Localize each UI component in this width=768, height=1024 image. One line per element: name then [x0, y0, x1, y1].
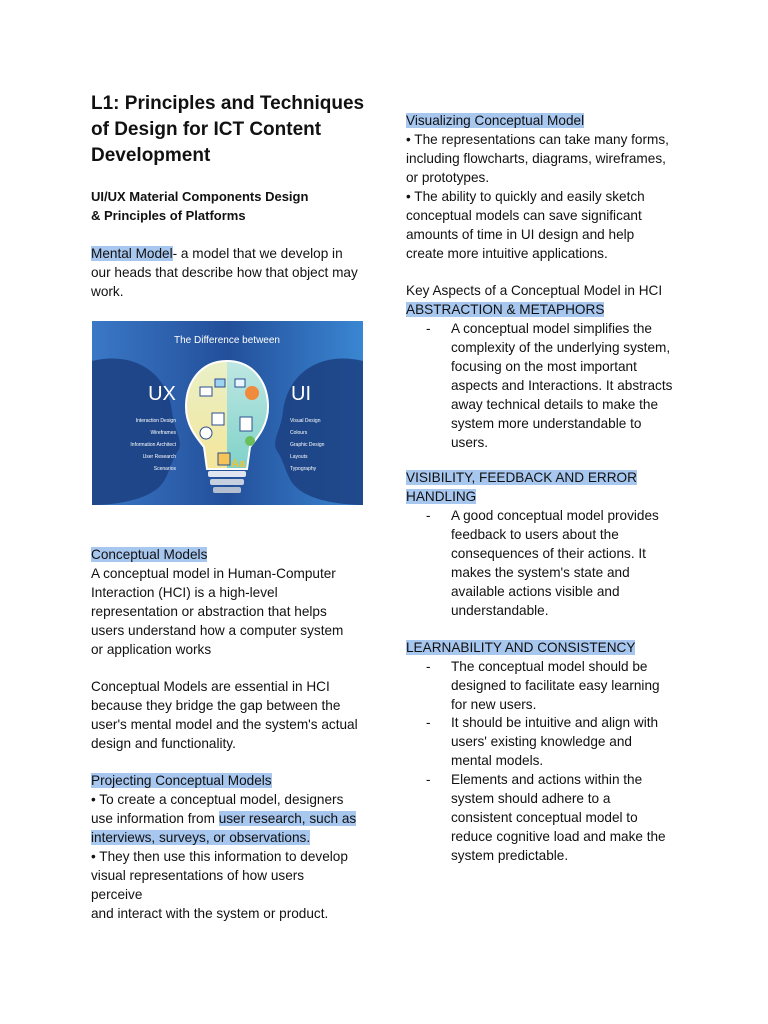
bullet-line: system should adhere to a: [451, 791, 611, 806]
text-line: conceptual models can save significant: [406, 208, 642, 223]
figure-heading: The Difference between: [174, 335, 280, 346]
bullet-line: Elements and actions within the: [451, 772, 643, 787]
text-line: users understand how a computer system: [91, 623, 344, 638]
ux-ui-difference-figure: [92, 321, 363, 505]
text-line: work.: [91, 284, 124, 299]
mental-model-line: [91, 244, 343, 263]
text-line: perceive: [91, 887, 143, 902]
text-line: because they bridge the gap between the: [91, 698, 341, 713]
heading-text: Visualizing Conceptual Model: [406, 113, 585, 128]
projecting-heading: [91, 771, 272, 790]
abstraction-heading: [406, 300, 604, 319]
text-line: Interaction (HCI) is a high-level: [91, 585, 278, 600]
heading-text: VISIBILITY, FEEDBACK AND ERROR: [406, 470, 637, 485]
ui-item: Colours: [290, 430, 308, 436]
highlighted-text: interviews, surveys, or observations.: [91, 830, 311, 845]
text-line: • To create a conceptual model, designers: [91, 792, 344, 807]
text-span: use information from: [91, 811, 219, 826]
bullet-line: focusing on the most important: [451, 359, 637, 374]
ux-item: Interaction Design: [135, 418, 176, 424]
bullet-line: users.: [451, 435, 489, 450]
text-line: amounts of time in UI design and help: [406, 227, 635, 242]
bullet-line: for new users.: [451, 697, 537, 712]
bullet-line: aspects and Interactions. It abstracts: [451, 378, 673, 393]
ui-item: Graphic Design: [290, 442, 325, 448]
text-line: design and functionality.: [91, 736, 236, 751]
bullet-line: system more understandable to: [451, 416, 642, 431]
heading-text: HANDLING: [406, 489, 477, 504]
page-title-line: of Design for ICT Content: [91, 119, 322, 140]
page-title-line: L1: Principles and Techniques: [91, 93, 365, 114]
bullet-line: feedback to users about the: [451, 527, 619, 542]
bullet-dash: -: [426, 321, 431, 336]
bullet-line: designed to facilitate easy learning: [451, 678, 660, 693]
text-line: including flowcharts, diagrams, wireframes,: [406, 151, 666, 166]
bullet-line: The conceptual model should be: [451, 659, 648, 674]
bullet-line: makes the system's state and: [451, 565, 630, 580]
highlighted-text: user research, such as: [218, 811, 357, 826]
bullet-dash: -: [426, 659, 431, 674]
text-line: our heads that describe how that object may: [91, 265, 358, 280]
bullet-line: complexity of the underlying system,: [451, 340, 671, 355]
mental-model-definition: - a model that we develop in: [172, 246, 343, 261]
visibility-heading: [406, 487, 476, 506]
conceptual-models-heading: [91, 545, 207, 564]
bullet-line: It should be intuitive and align with: [451, 715, 659, 730]
ux-label: UX: [148, 383, 176, 405]
bullet-dash: -: [426, 508, 431, 523]
subtitle-line: & Principles of Platforms: [91, 208, 246, 223]
page-title-line: Development: [91, 145, 211, 166]
bullet-line: users' existing knowledge and: [451, 734, 632, 749]
text-line: • They then use this information to develop: [91, 849, 348, 864]
text-line: user's mental model and the system's actual: [91, 717, 358, 732]
bullet-dash: -: [426, 715, 431, 730]
ux-ui-illustration: [92, 321, 363, 505]
text-line: representation or abstraction that helps: [91, 604, 327, 619]
ux-item: User Research: [142, 454, 176, 460]
ui-item: Visual Design: [290, 418, 321, 424]
bullet-line: A conceptual model simplifies the: [451, 321, 652, 336]
text-line: A conceptual model in Human-Computer: [91, 566, 336, 581]
bullet-line: available actions visible and: [451, 584, 620, 599]
bullet-line: consequences of their actions. It: [451, 546, 646, 561]
text-line: • The ability to quickly and easily sketch: [406, 189, 645, 204]
ui-item: Layouts: [290, 454, 308, 460]
text-line: [91, 809, 356, 828]
text-line: visual representations of how users: [91, 868, 305, 883]
learnability-heading: [406, 638, 635, 657]
text-line: or prototypes.: [406, 170, 490, 185]
bullet-line: A good conceptual model provides: [451, 508, 659, 523]
text-line: Conceptual Models are essential in HCI: [91, 679, 330, 694]
bullet-line: consistent conceptual model to: [451, 810, 638, 825]
text-line: and interact with the system or product.: [91, 906, 329, 921]
text-line: create more intuitive applications.: [406, 246, 608, 261]
heading-text: Conceptual Models: [91, 547, 208, 562]
visualizing-heading: [406, 111, 584, 130]
subtitle-line: UI/UX Material Components Design: [91, 189, 309, 204]
bullet-dash: -: [426, 772, 431, 787]
text-line: [91, 828, 310, 847]
mental-model-term: Mental Model: [91, 246, 173, 261]
heading-text: LEARNABILITY AND CONSISTENCY: [406, 640, 636, 655]
bullet-line: away technical details to make the: [451, 397, 659, 412]
ui-item: Typography: [290, 466, 317, 472]
bullet-line: mental models.: [451, 753, 544, 768]
heading-text: ABSTRACTION & METAPHORS: [406, 302, 605, 317]
heading-text: Projecting Conceptual Models: [91, 773, 272, 788]
visibility-heading: [406, 468, 637, 487]
ui-label: UI: [291, 383, 311, 405]
text-line: • The representations can take many forms,: [406, 132, 669, 147]
ux-item: Information Architect: [130, 442, 176, 448]
bullet-line: understandable.: [451, 603, 549, 618]
ux-item: Scenarios: [153, 466, 176, 472]
typography-sample: Aa: [231, 458, 246, 470]
bullet-line: system predictable.: [451, 848, 569, 863]
key-aspects-line: Key Aspects of a Conceptual Model in HCI: [406, 283, 663, 298]
ux-item: Wireframes: [150, 430, 176, 436]
text-line: or application works: [91, 642, 212, 657]
bullet-line: reduce cognitive load and make the: [451, 829, 666, 844]
